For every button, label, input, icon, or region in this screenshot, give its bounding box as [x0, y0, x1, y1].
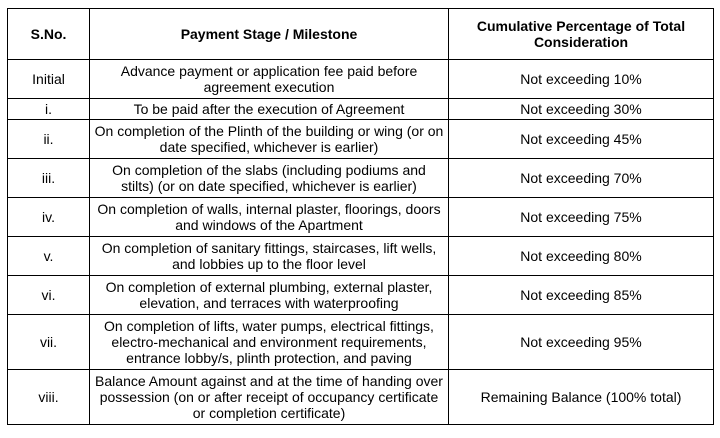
row-percent: Not exceeding 75%: [449, 198, 714, 237]
table-row: [8, 198, 714, 237]
row-sno: iv.: [8, 198, 90, 237]
row-sno: vii.: [8, 315, 90, 370]
table-row: [8, 60, 714, 99]
row-sno: iii.: [8, 159, 90, 198]
table-row: [8, 370, 714, 425]
header-sno: S.No.: [8, 9, 90, 60]
table-row: [8, 99, 714, 120]
row-sno: vi.: [8, 276, 90, 315]
row-percent: Not exceeding 10%: [449, 60, 714, 99]
row-stage: On completion of sanitary fittings, staircases, lift wells, and lobbies up to the floor level: [90, 237, 449, 276]
row-sno: viii.: [8, 370, 90, 425]
payment-schedule: [7, 8, 714, 425]
table-row: [8, 276, 714, 315]
row-stage: Advance payment or application fee paid before agreement execution: [90, 60, 449, 99]
row-stage: On completion of external plumbing, external plaster, elevation, and terraces with waterproofing: [90, 276, 449, 315]
row-percent: Not exceeding 95%: [449, 315, 714, 370]
row-percent: Not exceeding 70%: [449, 159, 714, 198]
row-percent: Not exceeding 85%: [449, 276, 714, 315]
row-stage: To be paid after the execution of Agreement: [90, 99, 449, 120]
table-row: [8, 120, 714, 159]
header-cumulative-percentage: Cumulative Percentage of Total Consideration: [449, 9, 714, 60]
row-sno: ii.: [8, 120, 90, 159]
row-percent: Not exceeding 80%: [449, 237, 714, 276]
table-header-row: [8, 9, 714, 60]
row-percent: Not exceeding 30%: [449, 99, 714, 120]
table-row: [8, 315, 714, 370]
row-stage: On completion of the Plinth of the building or wing (or on date specified, whichever is earlier): [90, 120, 449, 159]
row-stage: On completion of walls, internal plaster, floorings, doors and windows of the Apartment: [90, 198, 449, 237]
header-payment-stage: Payment Stage / Milestone: [90, 9, 449, 60]
row-stage: On completion of lifts, water pumps, electrical fittings, electro-mechanical and environment requirements, entrance lobby/s, plinth protection, and paving: [90, 315, 449, 370]
row-sno: i.: [8, 99, 90, 120]
row-sno: v.: [8, 237, 90, 276]
table-row: [8, 237, 714, 276]
row-sno: Initial: [8, 60, 90, 99]
row-percent: Not exceeding 45%: [449, 120, 714, 159]
row-stage: Balance Amount against and at the time of handing over possession (on or after receipt of occupancy certificate or completion certificate): [90, 370, 449, 425]
table-row: [8, 159, 714, 198]
row-stage: On completion of the slabs (including podiums and stilts) (or on date specified, whichever is earlier): [90, 159, 449, 198]
payment-schedule-table: [7, 8, 714, 425]
row-percent: Remaining Balance (100% total): [449, 370, 714, 425]
